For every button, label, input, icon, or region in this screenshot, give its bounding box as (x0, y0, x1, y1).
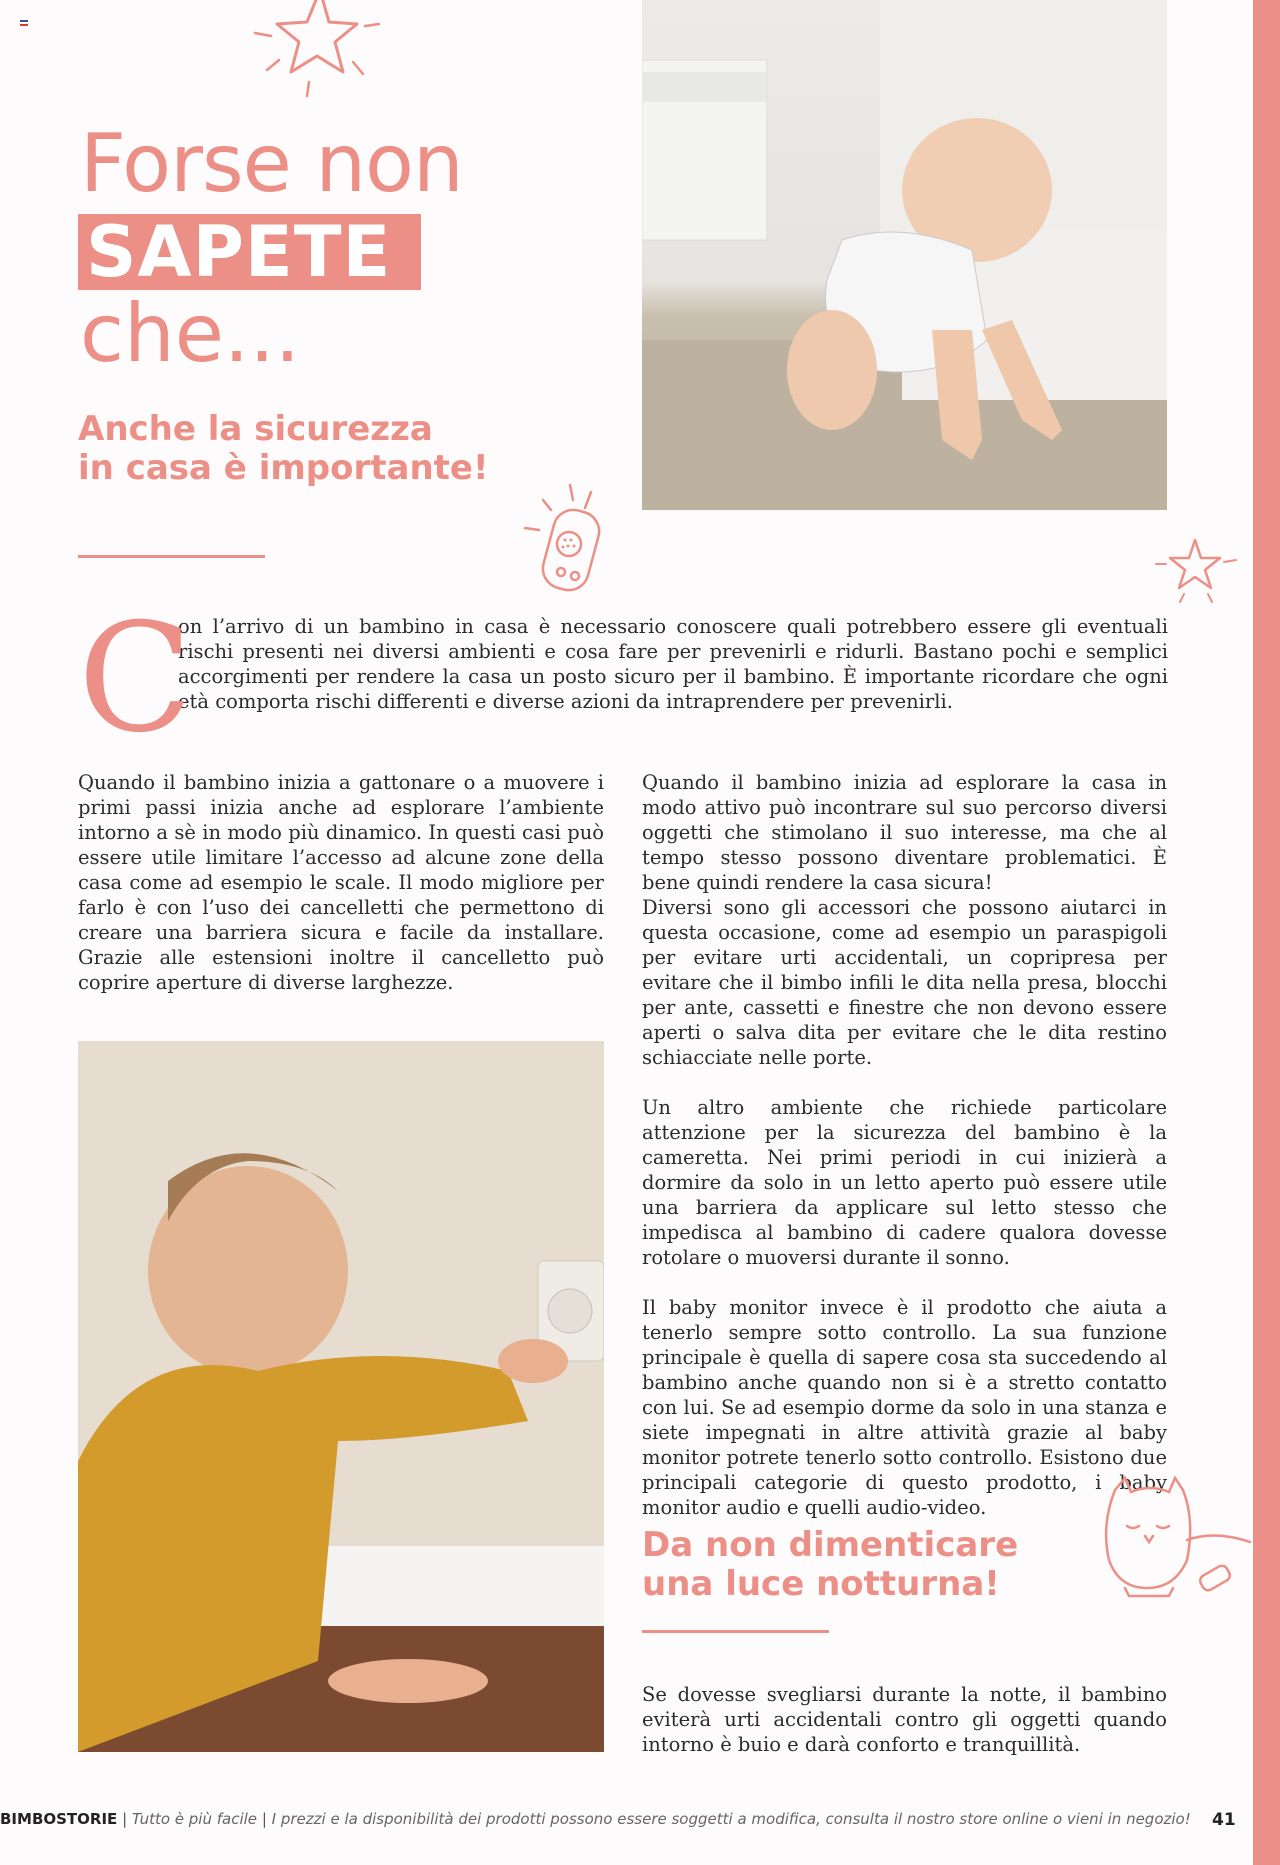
subtitle-line-2: in casa è importante! (78, 448, 489, 488)
right-column (642, 770, 1167, 1520)
right-paragraph-1: Quando il bambino inizia ad esplorare la casa in modo attivo può incontrare sul suo percorso diversi oggetti che stimolano il suo interesse, ma che al tempo stesso possono diventare problematici. È bene quindi rendere la casa sicura! (642, 771, 1167, 894)
dropcap: C (78, 592, 193, 766)
flag-icon (20, 20, 28, 26)
night-light-text: Se dovesse svegliarsi durante la notte, il bambino eviterà urti accidentali contro gli oggetti quando intorno è buio e darà conforto e tranquillità. (642, 1683, 1167, 1756)
title-line-1: Forse non (80, 117, 463, 210)
left-paragraph-1: Quando il bambino inizia a gattonare o a muovere i primi passi inizia anche ad esplorare l’ambiente intorno a sè in modo più dinamico. In questi casi può essere utile limitare l’accesso ad alcune zone della casa come ad esempio le scale. Il modo migliore per farlo è con l’uso dei cancelletti che permettono di creare una barriera sicura e facile da installare. Grazie alle estensioni inoltre il cancelletto può coprire aperture di diverse larghezze. (78, 771, 604, 994)
night-light-heading (642, 1526, 1018, 1604)
owl-night-light-icon (1095, 1470, 1255, 1605)
footer-separator: | (261, 1810, 267, 1828)
title-line-2-highlight: SAPETE (78, 214, 421, 290)
star-icon (1150, 530, 1240, 610)
night-light-text-block (642, 1682, 1167, 1757)
baby-monitor-icon (515, 480, 615, 600)
left-column (78, 770, 604, 995)
footer-brand: BIMBOSTORIE (0, 1810, 118, 1828)
divider (642, 1630, 829, 1633)
right-paragraph-4: Il baby monitor invece è il prodotto che aiuta a tenerlo sempre sotto controllo. La sua funzione principale è quella di sapere cosa sta succedendo al bambino anche quando non si è a stretto contatto con lui. Se ad esempio dorme da solo in una stanza e siete impegnati in altre attività grazie al baby monitor potrete tenerlo sotto controllo. Esistono due principali categorie di questo prodotto, i baby monitor audio e quelli audio-video. (642, 1296, 1167, 1519)
page-title (80, 118, 463, 380)
page-subtitle (78, 410, 488, 488)
right-paragraph-2: Diversi sono gli accessori che possono aiutarci in questa occasione, come ad esempio un paraspigoli per evitare urti accidentali, un copripresa per evitare che il bimbo infili le dita nella presa, blocchi per ante, cassetti e finestre che non devono essere aperti o salva dita per evitare che le dita restino schiacciate nelle porte. (642, 896, 1167, 1069)
footer-tagline: Tutto è più facile (131, 1810, 258, 1828)
side-accent-bar (1253, 0, 1280, 1865)
night-light-heading-line-2: una luce notturna! (642, 1564, 1000, 1604)
intro-paragraph (78, 592, 1168, 766)
footer-separator: | (122, 1810, 128, 1828)
subtitle-line-1: Anche la sicurezza (78, 409, 433, 449)
title-line-3: che... (80, 287, 301, 380)
footer-disclaimer: I prezzi e la disponibilità dei prodotti possono essere soggetti a modifica, consulta il nostro store online o vieni in negozio! (271, 1810, 1191, 1828)
night-light-heading-line-1: Da non dimenticare (642, 1525, 1019, 1565)
intro-text: on l’arrivo di un bambino in casa è necessario conoscere quali potrebbero essere gli eventuali rischi presenti nei diversi ambienti e cosa fare per prevenirli e ridurli. Bastano pochi e semplici accorgimenti per rendere la casa un posto sicuro per il bambino. È importante ricordare che ogni età comporta rischi differenti e diverse azioni da intraprendere per prevenirli. (178, 615, 1168, 713)
page-number: 41 (1212, 1810, 1236, 1830)
photo-baby-socket (78, 1041, 604, 1752)
divider (78, 555, 265, 558)
right-paragraph-3: Un altro ambiente che richiede particolare attenzione per la sicurezza del bambino è la cameretta. Nei primi periodi in cui inizierà a dormire da solo in un letto aperto può essere utile una barriera da applicare sul letto stesso che impedisca al bambino di cadere qualora dovesse rotolare o muoversi durante il sonno. (642, 1096, 1167, 1269)
star-icon (245, 0, 385, 110)
footer (0, 1810, 1240, 1828)
photo-crawling-baby (642, 0, 1167, 510)
